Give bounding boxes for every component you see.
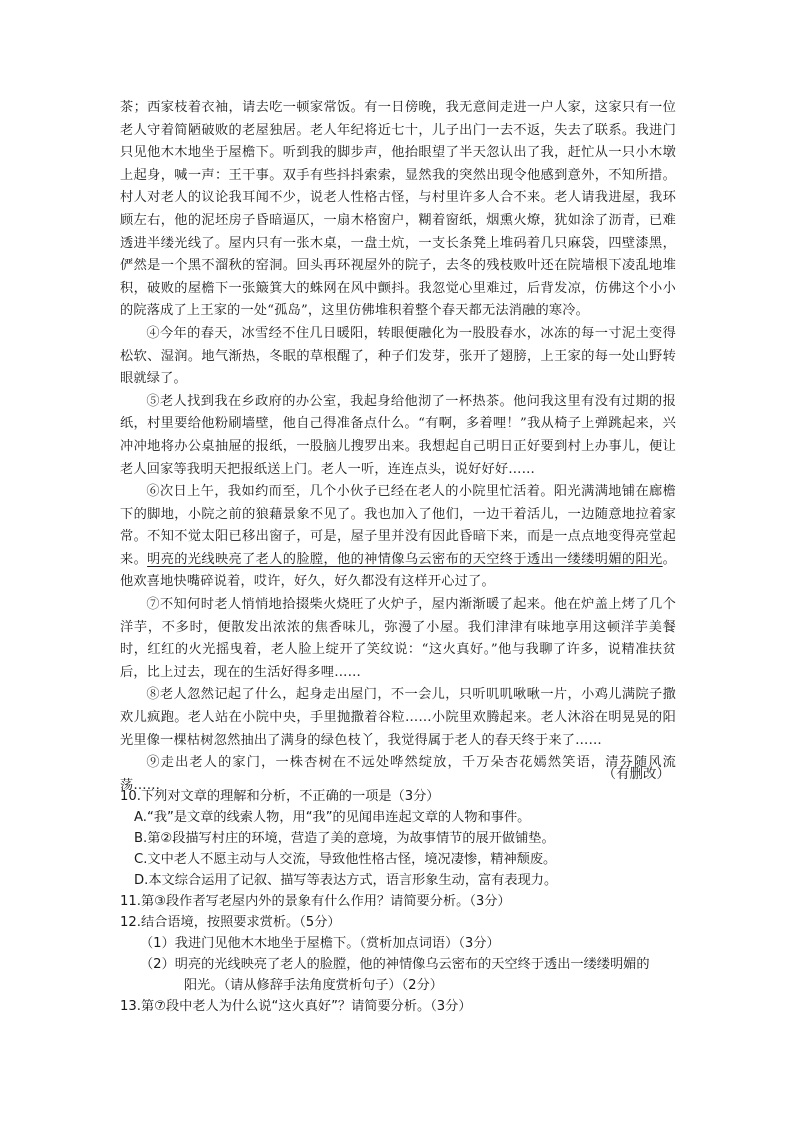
paragraph-6-tail: 。他欢喜地快嘴碎说着，哎许，好久，好久都没有这样开心过了。 [120,551,676,590]
question-13: 13.第⑦段中老人为什么说“这火真好”？请简要分析。（3分） [120,999,472,1014]
question-12-part-1: （1）我进门见他木木地坐于屋檐下。（赏析加点词语）（3分） [140,936,500,951]
underlined-sentence: 明亮的光线映亮了老人的脸膛，他的神情像乌云密布的天空终于透出一缕缕明媚的阳光 [147,551,663,567]
paragraph-5: ⑤老人找到我在乡政府的办公室，我起身给他沏了一杯热茶。他问我这里有没有过期的报纸，村里要给他粉刷墙壁，他自己得准备点什么。“有啊，多着哩！”我从椅子上弹跳起来，兴冲冲地将办公桌抽屉的报纸，一股脑儿搜罗出来。我想起自己明日正好要到村上办事儿，便让老人回家等我明天把报纸送上门。老人一听，连连点头，说好好好…… [120,393,676,477]
option-b: B.第②段描写村庄的环境，营造了美的意境，为故事情节的展开做铺垫。 [134,831,555,846]
paragraph-3: 茶；西家枝着衣袖，请去吃一顿家常饭。有一日傍晚，我无意间走进一户人家，这家只有一位老人守着简陋破败的老屋独居。老人年纪将近七十，儿子出门一去不返，失去了联系。我进门只见他木木地坐于屋檐下。听到我的脚步声，他抬眼望了半天忽认出了我，赶忙从一只小木墩上起身，喊一声：王干事。双手有些抖抖索索，显然我的突然出现令他感到意外，不知所措。村人对老人的议论我耳闻不少，说老人性格古怪，与村里许多人合不来。老人请我进屋，我环顾左右，他的泥坯房子昏暗逼仄，一扇木格窗户，糊着窗纸，烟熏火燎，犹如涂了沥青，已难透进半缕光线了。屋内只有一张木桌，一盘土炕，一支长条凳上堆码着几只麻袋，四壁漆黑，俨然是一个黑不溜秋的窑洞。回头再环视屋外的院子，去冬的残枝败叶还在院墙根下凌乱地堆积，破败的屋檐下一张簸箕大的蛛网在风中颤抖。我忽觉心里难过，后背发凉，仿佛这个小小的院落成了上王家的一处“孤岛”，这里仿佛堆积着整个春天都无法消融的寒冷。 [120,100,676,319]
paragraph-4: ④今年的春天，冰雪经不住几日暖阳，转眼便融化为一股股春水，冰冻的每一寸泥土变得松软、湿润。地气渐热，冬眠的草根醒了，种子们发芽，张开了翅膀，上王家的每一处山野转眼就绿了。 [120,325,676,387]
question-12-part-2-continued: 阳光。（请从修辞手法角度赏析句子）（2分） [184,978,443,993]
paragraph-6 [120,481,676,594]
paragraph-9: ⑨走出老人的家门，一株杏树在不远处哗然绽放，千万朵杏花嫣然笑语，清芬随风流荡…… [120,755,676,793]
question-12: 12.结合语境，按照要求赏析。（5分） [120,915,341,930]
option-a: A.“我”是文章的线索人物，用“我”的见闻串连起文章的人物和事件。 [134,810,531,825]
reading-passage [120,97,676,797]
option-c: C.文中老人不愿主动与人交流，导致他性格古怪，境况凄惨，精神颓废。 [134,852,557,867]
question-list [120,786,690,1017]
source-note: （有删改） [602,766,670,782]
option-d: D.本文综合运用了记叙、描写等表达方式，语言形象生动，富有表现力。 [134,873,558,888]
question-10: 10.下列对文章的理解和分析，不正确的一项是（3分） [120,789,440,804]
paragraph-6-text: ⑥次日上午，我如约而至，几个小伙子已经在老人的小院里忙活着。阳光满满地铺在廊檐下的脚地，小院之前的狼藉景象不见了。我也加入了他们，一边干着活儿，一边随意地拉着家常。不知不觉太阳已移出窗子，可是，屋子里并没有因此昏暗下来，而是一点点地变得亮堂起来。 [120,484,676,567]
paragraph-7: ⑦不知何时老人悄悄地拾掇柴火烧旺了火炉子，屋内渐渐暖了起来。他在炉盖上烤了几个洋芋，不多时，便散发出浓浓的焦香味儿，弥漫了小屋。我们津津有味地享用这顿洋芋美餐时，红红的火光摇曳着，老人脸上绽开了笑纹说：“这火真好。”他与我聊了许多，说精准扶贫后，比上过去，现在的生活好得多哩…… [120,597,676,680]
question-12-part-2: （2）明亮的光线映亮了老人的脸膛，他的神情像乌云密布的天空终于透出一缕缕明媚的 [140,957,650,972]
question-11: 11.第③段作者写老屋内外的景象有什么作用？请简要分析。（3分） [120,894,511,909]
paragraph-8: ⑧老人忽然记起了什么，起身走出屋门，不一会儿，只听叽叽啾啾一片，小鸡儿满院子撒欢儿疯跑。老人站在小院中央，手里抛撒着谷粒……小院里欢腾起来。老人沐浴在明晃晃的阳光里像一棵枯树忽然抽出了满身的绿色枝丫，我觉得属于老人的春天终于来了…… [120,687,676,748]
